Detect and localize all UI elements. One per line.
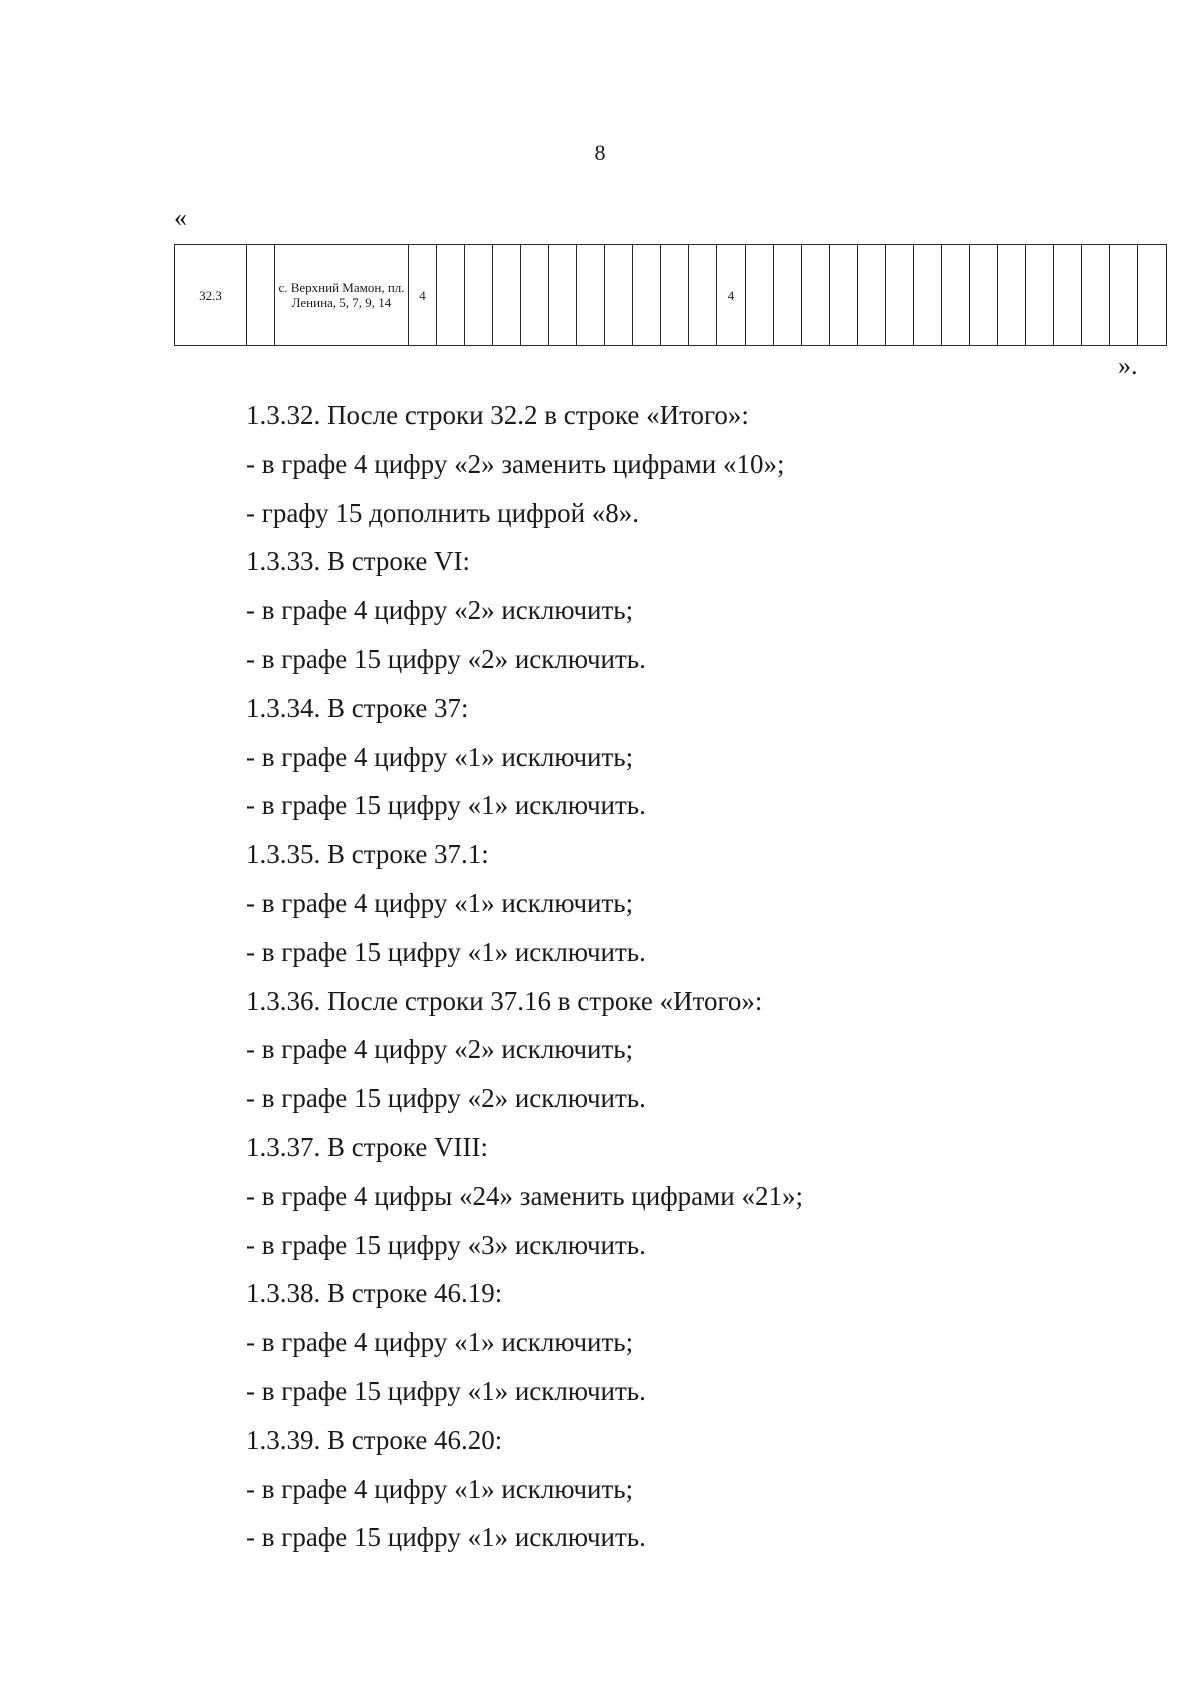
amendment-table [174,244,1167,346]
empty-cell [858,245,886,346]
column-15-cell: 4 [717,245,746,346]
empty-cell [942,245,970,346]
empty-cell [549,245,577,346]
text-line: 1.3.38. В строке 46.19: [246,1278,503,1309]
text-line: - в графе 15 цифру «1» исключить. [246,1375,646,1406]
text-line: - в графе 4 цифру «1» исключить; [246,887,634,918]
text-line: 1.3.37. В строке VIII: [246,1131,489,1162]
text-line: - в графе 15 цифру «1» исключить. [246,936,646,967]
empty-cell [661,245,689,346]
text-line: - в графе 4 цифру «1» исключить; [246,1473,634,1504]
text-line: - в графе 4 цифру «1» исключить; [246,741,634,772]
text-line: - в графе 4 цифру «2» заменить цифрами «10»; [246,448,785,479]
text-line: - в графе 15 цифру «2» исключить. [246,643,646,674]
empty-cell [1138,245,1167,346]
empty-cell [914,245,942,346]
empty-cell [521,245,549,346]
empty-cell [577,245,605,346]
table-row [175,245,1167,346]
empty-cell [605,245,633,346]
empty-cell [1082,245,1110,346]
closing-quote: ». [1118,351,1138,380]
empty-cell [437,245,465,346]
text-line: - в графе 15 цифру «3» исключить. [246,1229,646,1260]
text-line: - в графе 15 цифру «1» исключить. [246,790,646,821]
page-number: 8 [594,140,606,165]
column-4-cell: 4 [409,245,437,346]
empty-cell [633,245,661,346]
text-line: - в графе 15 цифру «1» исключить. [246,1522,646,1553]
empty-cell [1110,245,1138,346]
empty-cell [689,245,717,346]
empty-cell [247,245,275,346]
row-number-cell: 32.3 [175,245,247,346]
address-cell: с. Верхний Мамон, пл. Ленина, 5, 7, 9, 14 [275,245,409,346]
text-line: 1.3.36. После строки 37.16 в строке «Итого»: [246,985,763,1016]
empty-cell [1054,245,1082,346]
text-line: 1.3.33. В строке VI: [246,546,471,577]
empty-cell [465,245,493,346]
empty-cell [746,245,774,346]
empty-cell [802,245,830,346]
text-line: - в графе 4 цифру «2» исключить; [246,1034,634,1065]
text-line: 1.3.39. В строке 46.20: [246,1424,503,1455]
text-line: 1.3.34. В строке 37: [246,692,469,723]
text-line: 1.3.32. После строки 32.2 в строке «Итого»: [246,400,749,430]
opening-quote: « [174,203,187,232]
text-line: - в графе 4 цифры «24» заменить цифрами «21»; [246,1180,803,1211]
text-line: - в графе 4 цифру «1» исключить; [246,1327,634,1358]
empty-cell [493,245,521,346]
empty-cell [830,245,858,346]
empty-cell [998,245,1026,346]
empty-cell [774,245,802,346]
amendment-text [246,391,1146,1562]
text-line: - графу 15 дополнить цифрой «8». [246,497,640,528]
empty-cell [970,245,998,346]
empty-cell [1026,245,1054,346]
text-line: - в графе 15 цифру «2» исключить. [246,1083,646,1114]
text-line: 1.3.35. В строке 37.1: [246,839,489,870]
text-line: - в графе 4 цифру «2» исключить; [246,595,634,626]
empty-cell [886,245,914,346]
